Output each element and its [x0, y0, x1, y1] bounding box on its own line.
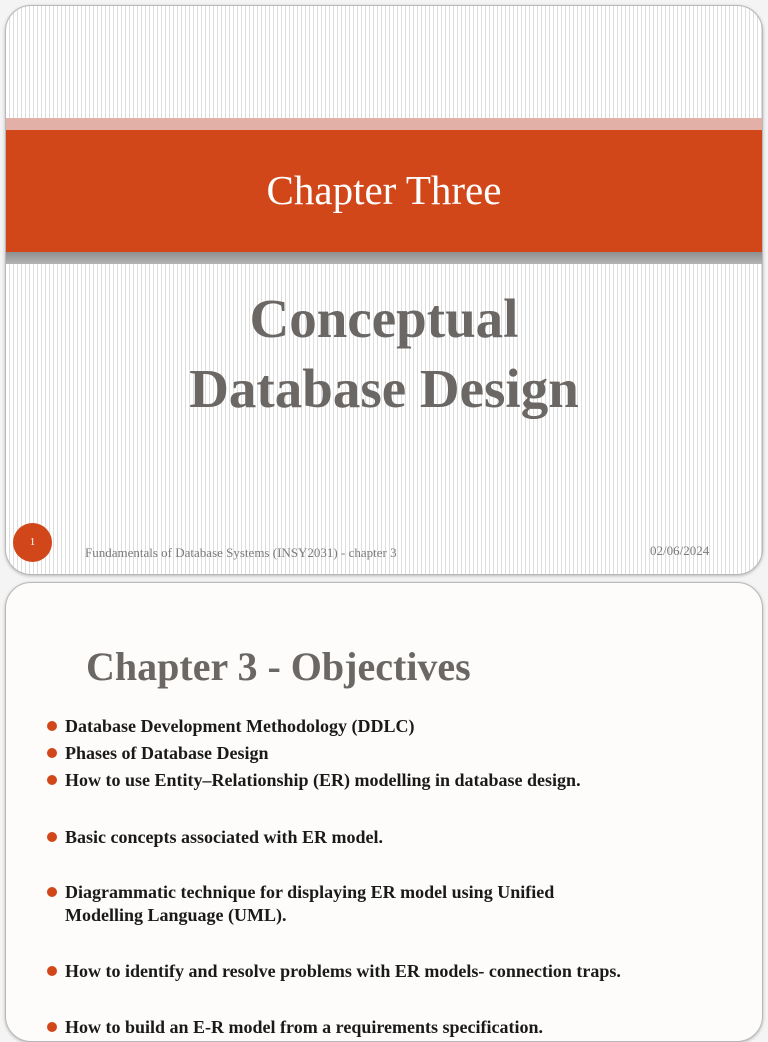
title-band-top-stripe	[6, 118, 762, 130]
slide-footer: Fundamentals of Database Systems (INSY2031) - chapter 3	[85, 545, 397, 560]
main-title-line1: Conceptual	[249, 288, 519, 349]
slide-number-badge: 1	[13, 523, 52, 562]
objectives-title: Chapter 3 - Objectives	[86, 644, 471, 689]
bullet-icon	[47, 966, 57, 976]
chapter-title: Chapter Three	[266, 167, 502, 213]
bullet-icon	[47, 721, 57, 731]
slide-date: 02/06/2024	[650, 543, 710, 558]
title-slide	[5, 5, 763, 575]
bullet-icon	[47, 775, 57, 785]
main-title-line2: Database Design	[189, 358, 579, 419]
objectives-slide: Chapter 3 - Objectives Database Development Methodology (DDLC) Phases of Database Design How to use Entity–Relationship (ER) modelling in database design. Basic concepts associated with ER model. Diagrammatic technique for displaying ER model using Unified Modelling Language (UML). How to identify and resolve problems with ER models- connection traps. How to build an E-R model from a requirements specification.	[5, 582, 763, 1042]
bullet-icon	[47, 748, 57, 758]
main-title	[6, 284, 762, 424]
bullet-icon	[47, 832, 57, 842]
bullet-icon	[47, 887, 57, 897]
title-band-shadow	[6, 252, 762, 264]
